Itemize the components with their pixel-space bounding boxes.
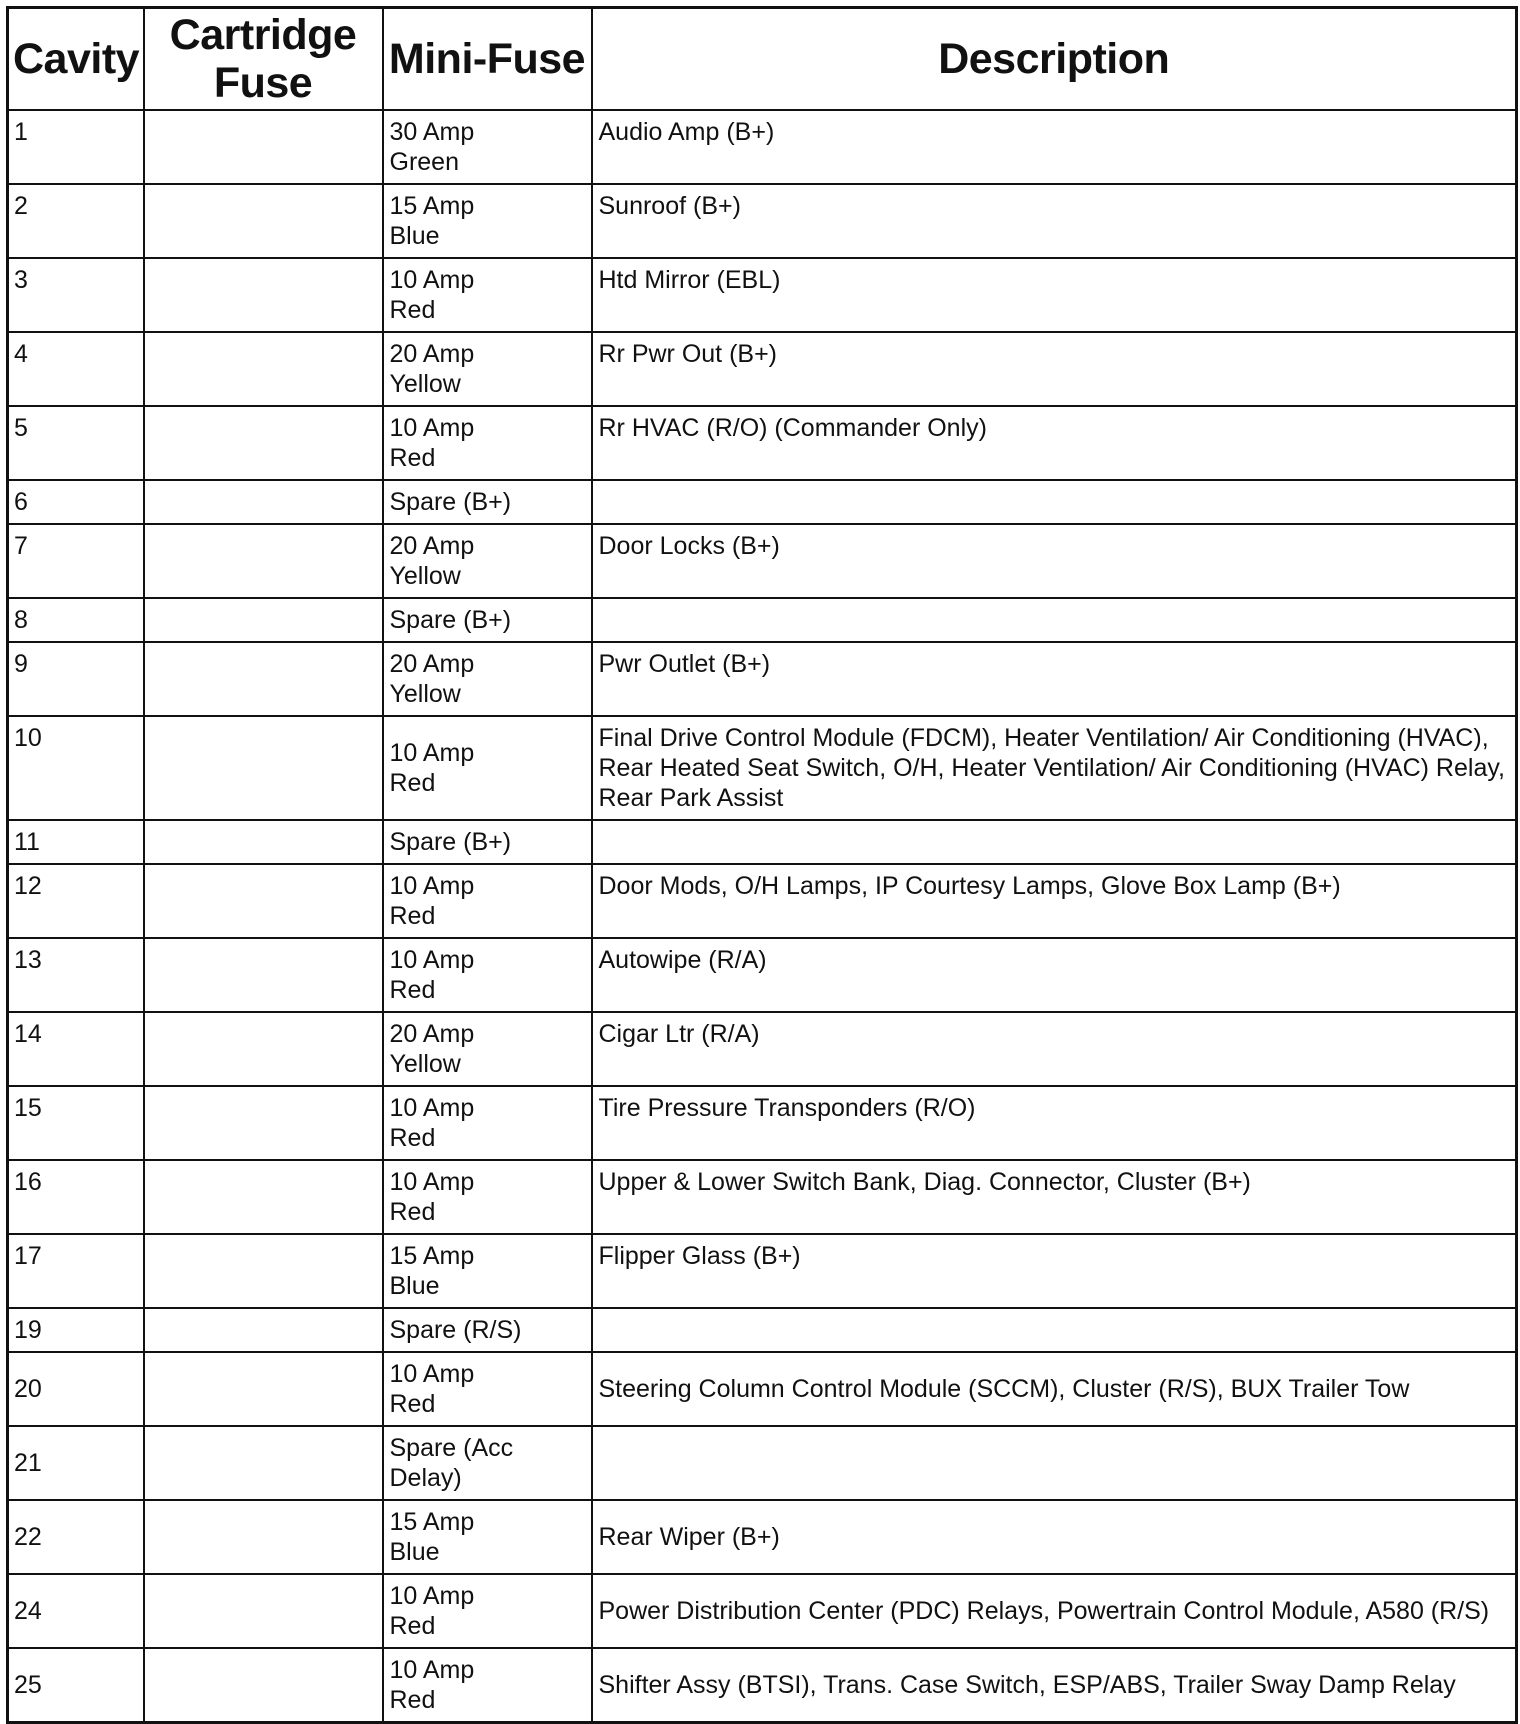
mini-fuse-rating: 10 Amp: [389, 1168, 475, 1196]
cartridge-fuse-cell: [144, 1012, 383, 1086]
table-row: [8, 406, 1517, 480]
mini-fuse-rating: 10 Amp: [389, 414, 475, 442]
mini-fuse-cell: [383, 820, 592, 864]
mini-fuse-color: Red: [389, 1686, 436, 1714]
cavity-cell: 8: [8, 598, 144, 642]
table-row: [8, 258, 1517, 332]
description-cell: Audio Amp (B+): [592, 110, 1517, 184]
mini-fuse-rating: 10 Amp: [389, 739, 475, 767]
mini-fuse-rating: 15 Amp: [389, 1508, 475, 1536]
description-cell: Rr Pwr Out (B+): [592, 332, 1517, 406]
description-cell: Power Distribution Center (PDC) Relays, Powertrain Control Module, A580 (R/S): [592, 1574, 1517, 1648]
header-cavity: Cavity: [8, 8, 144, 111]
mini-fuse-rating: Spare (B+): [389, 488, 512, 516]
mini-fuse-cell: [383, 480, 592, 524]
description-cell: Pwr Outlet (B+): [592, 642, 1517, 716]
cartridge-fuse-cell: [144, 1574, 383, 1648]
table-row: [8, 480, 1517, 524]
table-row: [8, 820, 1517, 864]
mini-fuse-rating: Spare (Acc: [389, 1434, 514, 1462]
fuse-table-body: [8, 110, 1517, 1723]
mini-fuse-cell: [383, 1574, 592, 1648]
cartridge-fuse-cell: [144, 1648, 383, 1723]
mini-fuse-rating: 10 Amp: [389, 946, 475, 974]
mini-fuse-cell: [383, 938, 592, 1012]
cartridge-fuse-cell: [144, 110, 383, 184]
mini-fuse-color: Yellow: [389, 562, 461, 590]
mini-fuse-cell: [383, 1086, 592, 1160]
mini-fuse-rating: 20 Amp: [389, 650, 475, 678]
cavity-cell: 7: [8, 524, 144, 598]
cartridge-fuse-cell: [144, 1426, 383, 1500]
cartridge-fuse-cell: [144, 820, 383, 864]
cavity-cell: 13: [8, 938, 144, 1012]
mini-fuse-color: Delay): [389, 1464, 462, 1492]
mini-fuse-cell: [383, 642, 592, 716]
mini-fuse-rating: 10 Amp: [389, 266, 475, 294]
cartridge-fuse-cell: [144, 1160, 383, 1234]
cavity-cell: 1: [8, 110, 144, 184]
mini-fuse-cell: [383, 110, 592, 184]
description-cell: Final Drive Control Module (FDCM), Heater Ventilation/ Air Conditioning (HVAC), Rear Heated Seat Switch, O/H, Heater Ventilation/ Air Conditioning (HVAC) Relay, Rear Park Assist: [592, 716, 1517, 820]
mini-fuse-rating: Spare (B+): [389, 606, 512, 634]
mini-fuse-cell: [383, 864, 592, 938]
table-row: [8, 1012, 1517, 1086]
description-cell: Door Mods, O/H Lamps, IP Courtesy Lamps, Glove Box Lamp (B+): [592, 864, 1517, 938]
description-cell: Htd Mirror (EBL): [592, 258, 1517, 332]
table-row: [8, 524, 1517, 598]
mini-fuse-color: Red: [389, 444, 436, 472]
cavity-cell: 21: [8, 1426, 144, 1500]
mini-fuse-color: Red: [389, 769, 436, 797]
cavity-cell: 15: [8, 1086, 144, 1160]
mini-fuse-cell: [383, 1426, 592, 1500]
mini-fuse-color: Red: [389, 1198, 436, 1226]
cavity-cell: 5: [8, 406, 144, 480]
cavity-cell: 25: [8, 1648, 144, 1723]
mini-fuse-cell: [383, 1308, 592, 1352]
table-row: [8, 1648, 1517, 1723]
description-cell: [592, 820, 1517, 864]
table-row: [8, 642, 1517, 716]
cartridge-fuse-cell: [144, 1352, 383, 1426]
mini-fuse-cell: [383, 332, 592, 406]
mini-fuse-rating: 15 Amp: [389, 192, 475, 220]
header-cartridge-fuse-line1: Cartridge: [169, 11, 357, 59]
mini-fuse-color: Yellow: [389, 680, 461, 708]
mini-fuse-rating: 15 Amp: [389, 1242, 475, 1270]
table-row: [8, 110, 1517, 184]
mini-fuse-rating: 10 Amp: [389, 1360, 475, 1388]
mini-fuse-rating: 10 Amp: [389, 1656, 475, 1684]
cavity-cell: 16: [8, 1160, 144, 1234]
description-cell: Rr HVAC (R/O) (Commander Only): [592, 406, 1517, 480]
cavity-cell: 2: [8, 184, 144, 258]
mini-fuse-cell: [383, 1648, 592, 1723]
fuse-table: [6, 6, 1518, 1724]
description-cell: Flipper Glass (B+): [592, 1234, 1517, 1308]
mini-fuse-cell: [383, 1160, 592, 1234]
table-row: [8, 332, 1517, 406]
table-row: [8, 598, 1517, 642]
description-cell: Upper & Lower Switch Bank, Diag. Connector, Cluster (B+): [592, 1160, 1517, 1234]
table-row: [8, 1086, 1517, 1160]
cartridge-fuse-cell: [144, 598, 383, 642]
mini-fuse-rating: 10 Amp: [389, 1582, 475, 1610]
description-cell: [592, 598, 1517, 642]
table-row: [8, 1308, 1517, 1352]
mini-fuse-rating: 20 Amp: [389, 532, 475, 560]
cavity-cell: 9: [8, 642, 144, 716]
cartridge-fuse-cell: [144, 1500, 383, 1574]
header-row: [8, 8, 1517, 111]
table-row: [8, 864, 1517, 938]
mini-fuse-rating: 10 Amp: [389, 1094, 475, 1122]
mini-fuse-color: Yellow: [389, 1050, 461, 1078]
mini-fuse-rating: 30 Amp: [389, 118, 475, 146]
mini-fuse-cell: [383, 1352, 592, 1426]
cartridge-fuse-cell: [144, 524, 383, 598]
mini-fuse-cell: [383, 1234, 592, 1308]
cavity-cell: 12: [8, 864, 144, 938]
cartridge-fuse-cell: [144, 332, 383, 406]
mini-fuse-rating: 20 Amp: [389, 340, 475, 368]
mini-fuse-color: Blue: [389, 1272, 440, 1300]
table-row: [8, 1500, 1517, 1574]
mini-fuse-color: Blue: [389, 1538, 440, 1566]
mini-fuse-color: Red: [389, 296, 436, 324]
cartridge-fuse-cell: [144, 864, 383, 938]
description-cell: Autowipe (R/A): [592, 938, 1517, 1012]
mini-fuse-color: Red: [389, 976, 436, 1004]
description-cell: Cigar Ltr (R/A): [592, 1012, 1517, 1086]
description-cell: Door Locks (B+): [592, 524, 1517, 598]
mini-fuse-color: Red: [389, 902, 436, 930]
description-cell: Tire Pressure Transponders (R/O): [592, 1086, 1517, 1160]
description-cell: [592, 1426, 1517, 1500]
description-cell: [592, 480, 1517, 524]
cartridge-fuse-cell: [144, 258, 383, 332]
mini-fuse-color: Red: [389, 1390, 436, 1418]
mini-fuse-cell: [383, 524, 592, 598]
mini-fuse-cell: [383, 716, 592, 820]
table-row: [8, 184, 1517, 258]
cavity-cell: 14: [8, 1012, 144, 1086]
cartridge-fuse-cell: [144, 642, 383, 716]
cavity-cell: 17: [8, 1234, 144, 1308]
header-cartridge-fuse: [144, 8, 383, 111]
header-cartridge-fuse-line2: Fuse: [213, 59, 313, 107]
mini-fuse-color: Green: [389, 148, 459, 176]
mini-fuse-cell: [383, 184, 592, 258]
cartridge-fuse-cell: [144, 1234, 383, 1308]
cartridge-fuse-cell: [144, 184, 383, 258]
mini-fuse-color: Yellow: [389, 370, 461, 398]
mini-fuse-cell: [383, 1500, 592, 1574]
cavity-cell: 3: [8, 258, 144, 332]
cavity-cell: 10: [8, 716, 144, 820]
header-mini-fuse: Mini-Fuse: [383, 8, 592, 111]
description-cell: Steering Column Control Module (SCCM), Cluster (R/S), BUX Trailer Tow: [592, 1352, 1517, 1426]
table-row: [8, 938, 1517, 1012]
cavity-cell: 24: [8, 1574, 144, 1648]
mini-fuse-rating: 20 Amp: [389, 1020, 475, 1048]
table-row: [8, 1352, 1517, 1426]
cavity-cell: 22: [8, 1500, 144, 1574]
mini-fuse-cell: [383, 1012, 592, 1086]
cartridge-fuse-cell: [144, 938, 383, 1012]
cavity-cell: 6: [8, 480, 144, 524]
mini-fuse-rating: 10 Amp: [389, 872, 475, 900]
description-cell: [592, 1308, 1517, 1352]
mini-fuse-rating: Spare (R/S): [389, 1316, 522, 1344]
cavity-cell: 19: [8, 1308, 144, 1352]
mini-fuse-color: Red: [389, 1124, 436, 1152]
cartridge-fuse-cell: [144, 716, 383, 820]
mini-fuse-cell: [383, 258, 592, 332]
cavity-cell: 4: [8, 332, 144, 406]
cartridge-fuse-cell: [144, 406, 383, 480]
table-row: [8, 1160, 1517, 1234]
mini-fuse-cell: [383, 406, 592, 480]
header-description: Description: [592, 8, 1517, 111]
cartridge-fuse-cell: [144, 1086, 383, 1160]
description-cell: Rear Wiper (B+): [592, 1500, 1517, 1574]
mini-fuse-color: Red: [389, 1612, 436, 1640]
mini-fuse-rating: Spare (B+): [389, 828, 512, 856]
mini-fuse-cell: [383, 598, 592, 642]
table-row: [8, 1574, 1517, 1648]
table-row: [8, 1234, 1517, 1308]
table-row: [8, 1426, 1517, 1500]
cavity-cell: 11: [8, 820, 144, 864]
description-cell: Shifter Assy (BTSI), Trans. Case Switch, ESP/ABS, Trailer Sway Damp Relay: [592, 1648, 1517, 1723]
cavity-cell: 20: [8, 1352, 144, 1426]
mini-fuse-color: Blue: [389, 222, 440, 250]
table-row: [8, 716, 1517, 820]
description-cell: Sunroof (B+): [592, 184, 1517, 258]
cartridge-fuse-cell: [144, 480, 383, 524]
cartridge-fuse-cell: [144, 1308, 383, 1352]
